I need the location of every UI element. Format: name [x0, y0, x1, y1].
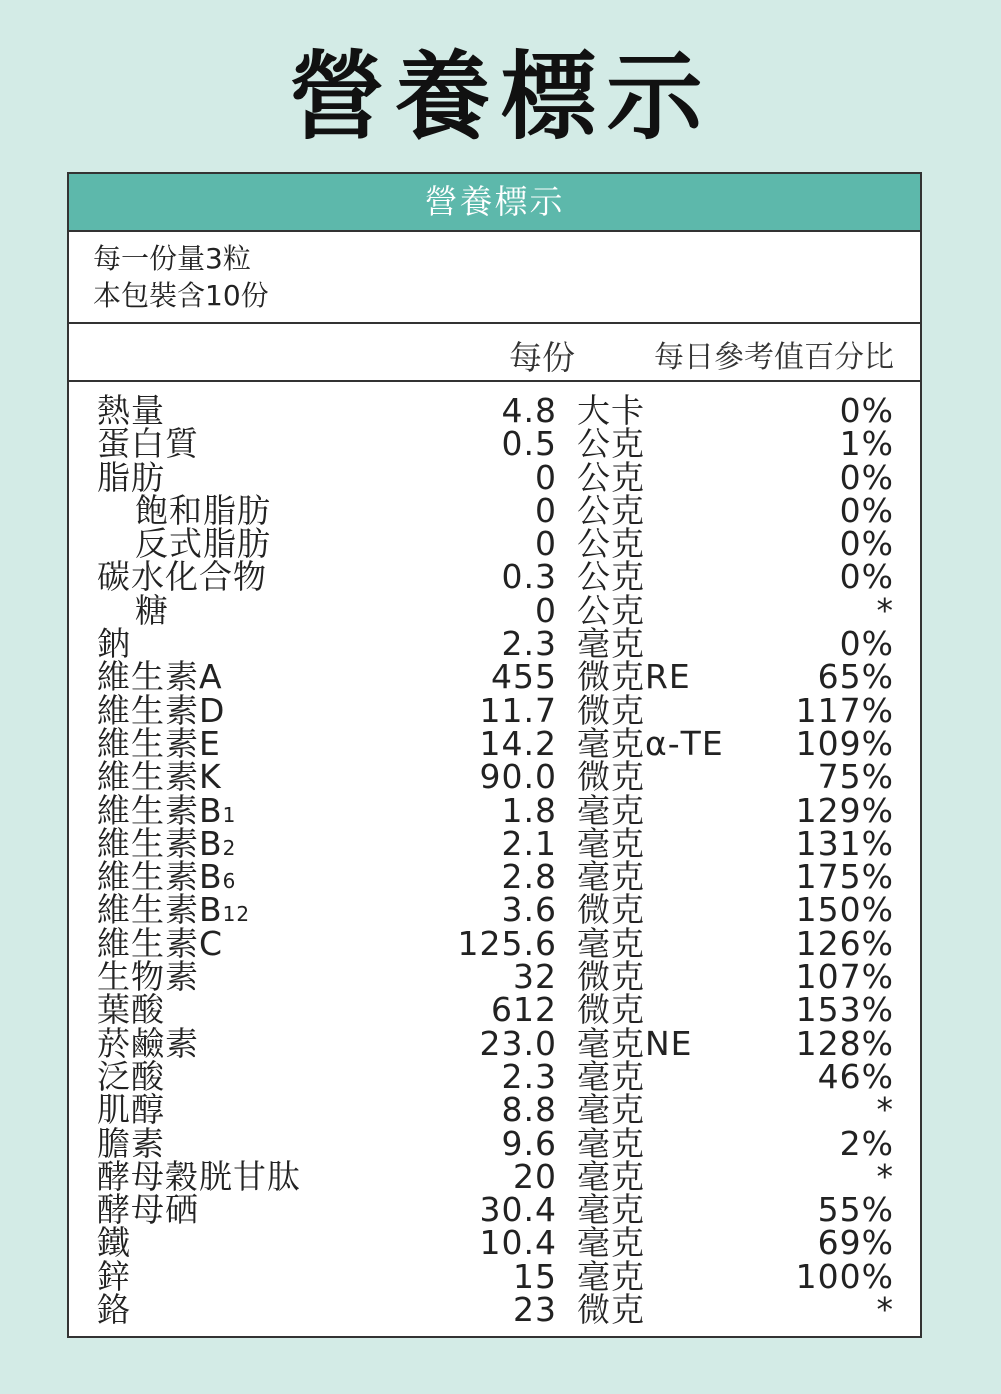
nutrient-name: 碳水化合物: [97, 557, 267, 597]
nutrition-facts-panel: [67, 172, 922, 1338]
nutrient-row: [69, 1056, 920, 1096]
nutrient-name: 反式脂肪: [135, 524, 271, 564]
nutrient-daily-value: 0%: [839, 490, 894, 530]
nutrient-amount: 2.3: [501, 624, 557, 664]
nutrient-amount: 0: [535, 457, 557, 497]
nutrient-subscript: 1: [222, 802, 237, 827]
nutrient-amount: 0: [535, 524, 557, 564]
nutrient-daily-value: 150%: [795, 890, 894, 930]
nutrient-unit: 微克: [577, 957, 645, 997]
nutrient-unit: 毫克: [577, 790, 645, 830]
nutrient-unit: 公克: [577, 424, 645, 464]
nutrient-name: 維生素B2: [97, 823, 237, 863]
nutrient-daily-value: *: [876, 1290, 894, 1330]
nutrient-row: [69, 657, 920, 697]
nutrient-amount: 10.4: [479, 1223, 557, 1263]
nutrient-unit: 毫克: [577, 1056, 645, 1096]
nutrient-name: 飽和脂肪: [135, 490, 271, 530]
nutrient-amount: 2.8: [501, 857, 557, 897]
nutrient-row: [69, 490, 920, 530]
nutrient-name: 維生素K: [97, 757, 222, 797]
nutrient-amount: 4.8: [501, 391, 557, 430]
nutrient-amount: 32: [513, 957, 557, 997]
nutrient-unit: 公克: [577, 590, 645, 630]
nutrient-row: [69, 823, 920, 863]
nutrient-daily-value: 175%: [795, 857, 894, 897]
nutrient-amount: 3.6: [501, 890, 557, 930]
nutrient-unit: 大卡: [577, 391, 645, 430]
nutrient-name: 維生素E: [97, 723, 221, 763]
nutrient-amount: 2.3: [501, 1056, 557, 1096]
nutrient-name: 維生素B1: [97, 790, 237, 830]
servings-per-package: 本包裝含10份: [93, 279, 269, 312]
nutrient-daily-value: 126%: [795, 923, 894, 963]
nutrient-unit: 微克: [577, 990, 645, 1030]
nutrient-amount: 125.6: [457, 923, 557, 963]
nutrient-daily-value: 128%: [795, 1023, 894, 1063]
nutrient-row: [69, 890, 920, 930]
nutrient-unit: 毫克α-TE: [577, 723, 724, 763]
nutrient-row: [69, 923, 920, 963]
nutrient-name: 鋅: [97, 1256, 131, 1296]
nutrient-name: 糖: [135, 590, 169, 630]
nutrient-amount: 14.2: [479, 723, 557, 763]
nutrient-row: [69, 557, 920, 597]
nutrient-row: [69, 457, 920, 497]
nutrient-daily-value: 0%: [839, 624, 894, 664]
nutrient-daily-value: 153%: [795, 990, 894, 1030]
nutrient-row: [69, 1190, 920, 1230]
nutrient-unit: 毫克: [577, 624, 645, 664]
nutrient-name: 熱量: [97, 391, 165, 430]
nutrient-amount: 30.4: [479, 1190, 557, 1230]
nutrient-name: 肌醇: [97, 1090, 165, 1130]
page-title: 營養標示: [288, 41, 713, 153]
nutrient-daily-value: 0%: [839, 524, 894, 564]
nutrient-row: [69, 1156, 920, 1196]
nutrient-row: [69, 1090, 920, 1130]
nutrient-daily-value: *: [876, 1156, 894, 1196]
nutrient-daily-value: 69%: [817, 1223, 894, 1263]
nutrient-amount: 1.8: [501, 790, 557, 830]
nutrient-unit: 毫克: [577, 823, 645, 863]
nutrient-name: 菸鹼素: [97, 1023, 199, 1063]
nutrient-amount: 0.3: [501, 557, 557, 597]
panel-header: 營養標示: [69, 174, 920, 232]
nutrient-name: 鈉: [97, 624, 131, 664]
nutrient-row: [69, 1023, 920, 1063]
nutrient-daily-value: 109%: [795, 723, 894, 763]
nutrient-daily-value: 65%: [817, 657, 894, 697]
nutrient-subscript: 12: [222, 902, 251, 927]
column-headers: [69, 324, 920, 382]
nutrient-amount: 23.0: [479, 1023, 557, 1063]
nutrient-row: [69, 957, 920, 997]
nutrient-amount: 20: [513, 1156, 557, 1196]
nutrient-daily-value: 129%: [795, 790, 894, 830]
nutrient-name: 維生素B12: [97, 890, 251, 930]
nutrient-unit: 微克: [577, 690, 645, 730]
nutrient-subscript: 2: [222, 835, 237, 860]
nutrient-daily-value: 100%: [795, 1256, 894, 1296]
nutrient-unit: 公克: [577, 457, 645, 497]
nutrient-amount: 2.1: [501, 823, 557, 863]
nutrient-row: [69, 391, 920, 430]
nutrient-name: 維生素C: [97, 923, 224, 963]
nutrient-unit: 毫克NE: [577, 1023, 693, 1063]
nutrient-row: [69, 1123, 920, 1163]
nutrient-row: [69, 1256, 920, 1296]
nutrient-row: [69, 757, 920, 797]
nutrient-daily-value: 0%: [839, 391, 894, 430]
nutrient-unit: 毫克: [577, 1123, 645, 1163]
daily-value-header: 每日參考值百分比: [654, 340, 894, 375]
nutrient-daily-value: 0%: [839, 457, 894, 497]
nutrient-subscript: 6: [222, 869, 237, 894]
nutrient-daily-value: 1%: [839, 424, 894, 464]
nutrient-row: [69, 524, 920, 564]
nutrient-row: [69, 624, 920, 664]
nutrient-unit: 微克: [577, 757, 645, 797]
nutrient-row: [69, 857, 920, 897]
nutrient-unit: 微克: [577, 890, 645, 930]
nutrient-name: 葉酸: [97, 990, 165, 1030]
nutrient-daily-value: 117%: [795, 690, 894, 730]
nutrient-name: 維生素D: [97, 690, 226, 730]
nutrient-daily-value: *: [876, 1090, 894, 1130]
nutrient-name: 生物素: [97, 957, 199, 997]
nutrient-amount: 612: [491, 990, 557, 1030]
serving-size: 每一份量3粒: [93, 242, 251, 275]
nutrient-name: 酵母硒: [97, 1190, 199, 1230]
nutrient-row: [69, 990, 920, 1030]
nutrient-daily-value: 75%: [817, 757, 894, 797]
nutrient-amount: 23: [513, 1290, 557, 1330]
nutrient-amount: 11.7: [479, 690, 557, 730]
nutrient-daily-value: 0%: [839, 557, 894, 597]
nutrient-daily-value: 107%: [795, 957, 894, 997]
nutrient-unit: 公克: [577, 557, 645, 597]
nutrient-name: 蛋白質: [97, 424, 199, 464]
nutrient-name: 酵母穀胱甘肽: [97, 1156, 301, 1196]
nutrient-name: 維生素A: [97, 657, 223, 697]
nutrient-amount: 0: [535, 490, 557, 530]
nutrient-row: [69, 590, 920, 630]
nutrient-name: 泛酸: [97, 1056, 165, 1096]
nutrient-unit: 毫克: [577, 857, 645, 897]
nutrient-daily-value: *: [876, 590, 894, 630]
nutrient-daily-value: 2%: [839, 1123, 894, 1163]
nutrient-row: [69, 690, 920, 730]
nutrient-row: [69, 424, 920, 464]
nutrient-daily-value: 55%: [817, 1190, 894, 1230]
nutrient-amount: 15: [513, 1256, 557, 1296]
nutrient-unit: 毫克: [577, 1256, 645, 1296]
nutrient-daily-value: 46%: [817, 1056, 894, 1096]
nutrient-name: 脂肪: [97, 457, 165, 497]
per-serving-header: 每份: [509, 338, 575, 377]
nutrient-unit: 毫克: [577, 1223, 645, 1263]
nutrient-unit: 毫克: [577, 923, 645, 963]
nutrient-unit: 微克: [577, 1290, 645, 1330]
nutrient-row: [69, 1223, 920, 1263]
nutrient-row: [69, 790, 920, 830]
nutrient-amount: 0: [535, 590, 557, 630]
nutrient-name: 鐵: [97, 1223, 131, 1263]
nutrient-unit: 毫克: [577, 1090, 645, 1130]
nutrient-name: 膽素: [97, 1123, 165, 1163]
nutrient-name: 鉻: [97, 1290, 131, 1330]
nutrient-row: [69, 1290, 920, 1330]
nutrient-amount: 9.6: [501, 1123, 557, 1163]
nutrient-daily-value: 131%: [795, 823, 894, 863]
nutrient-amount: 90.0: [479, 757, 557, 797]
nutrient-unit: 毫克: [577, 1190, 645, 1230]
nutrient-amount: 455: [491, 657, 557, 697]
nutrient-amount: 8.8: [501, 1090, 557, 1130]
nutrient-unit: 公克: [577, 490, 645, 530]
nutrient-unit: 公克: [577, 524, 645, 564]
serving-info: [69, 232, 920, 324]
nutrient-unit: 毫克: [577, 1156, 645, 1196]
nutrient-amount: 0.5: [501, 424, 557, 464]
nutrient-unit: 微克RE: [577, 657, 691, 697]
nutrient-row: [69, 723, 920, 763]
nutrient-list: [69, 391, 920, 1330]
nutrient-name: 維生素B6: [97, 857, 237, 897]
